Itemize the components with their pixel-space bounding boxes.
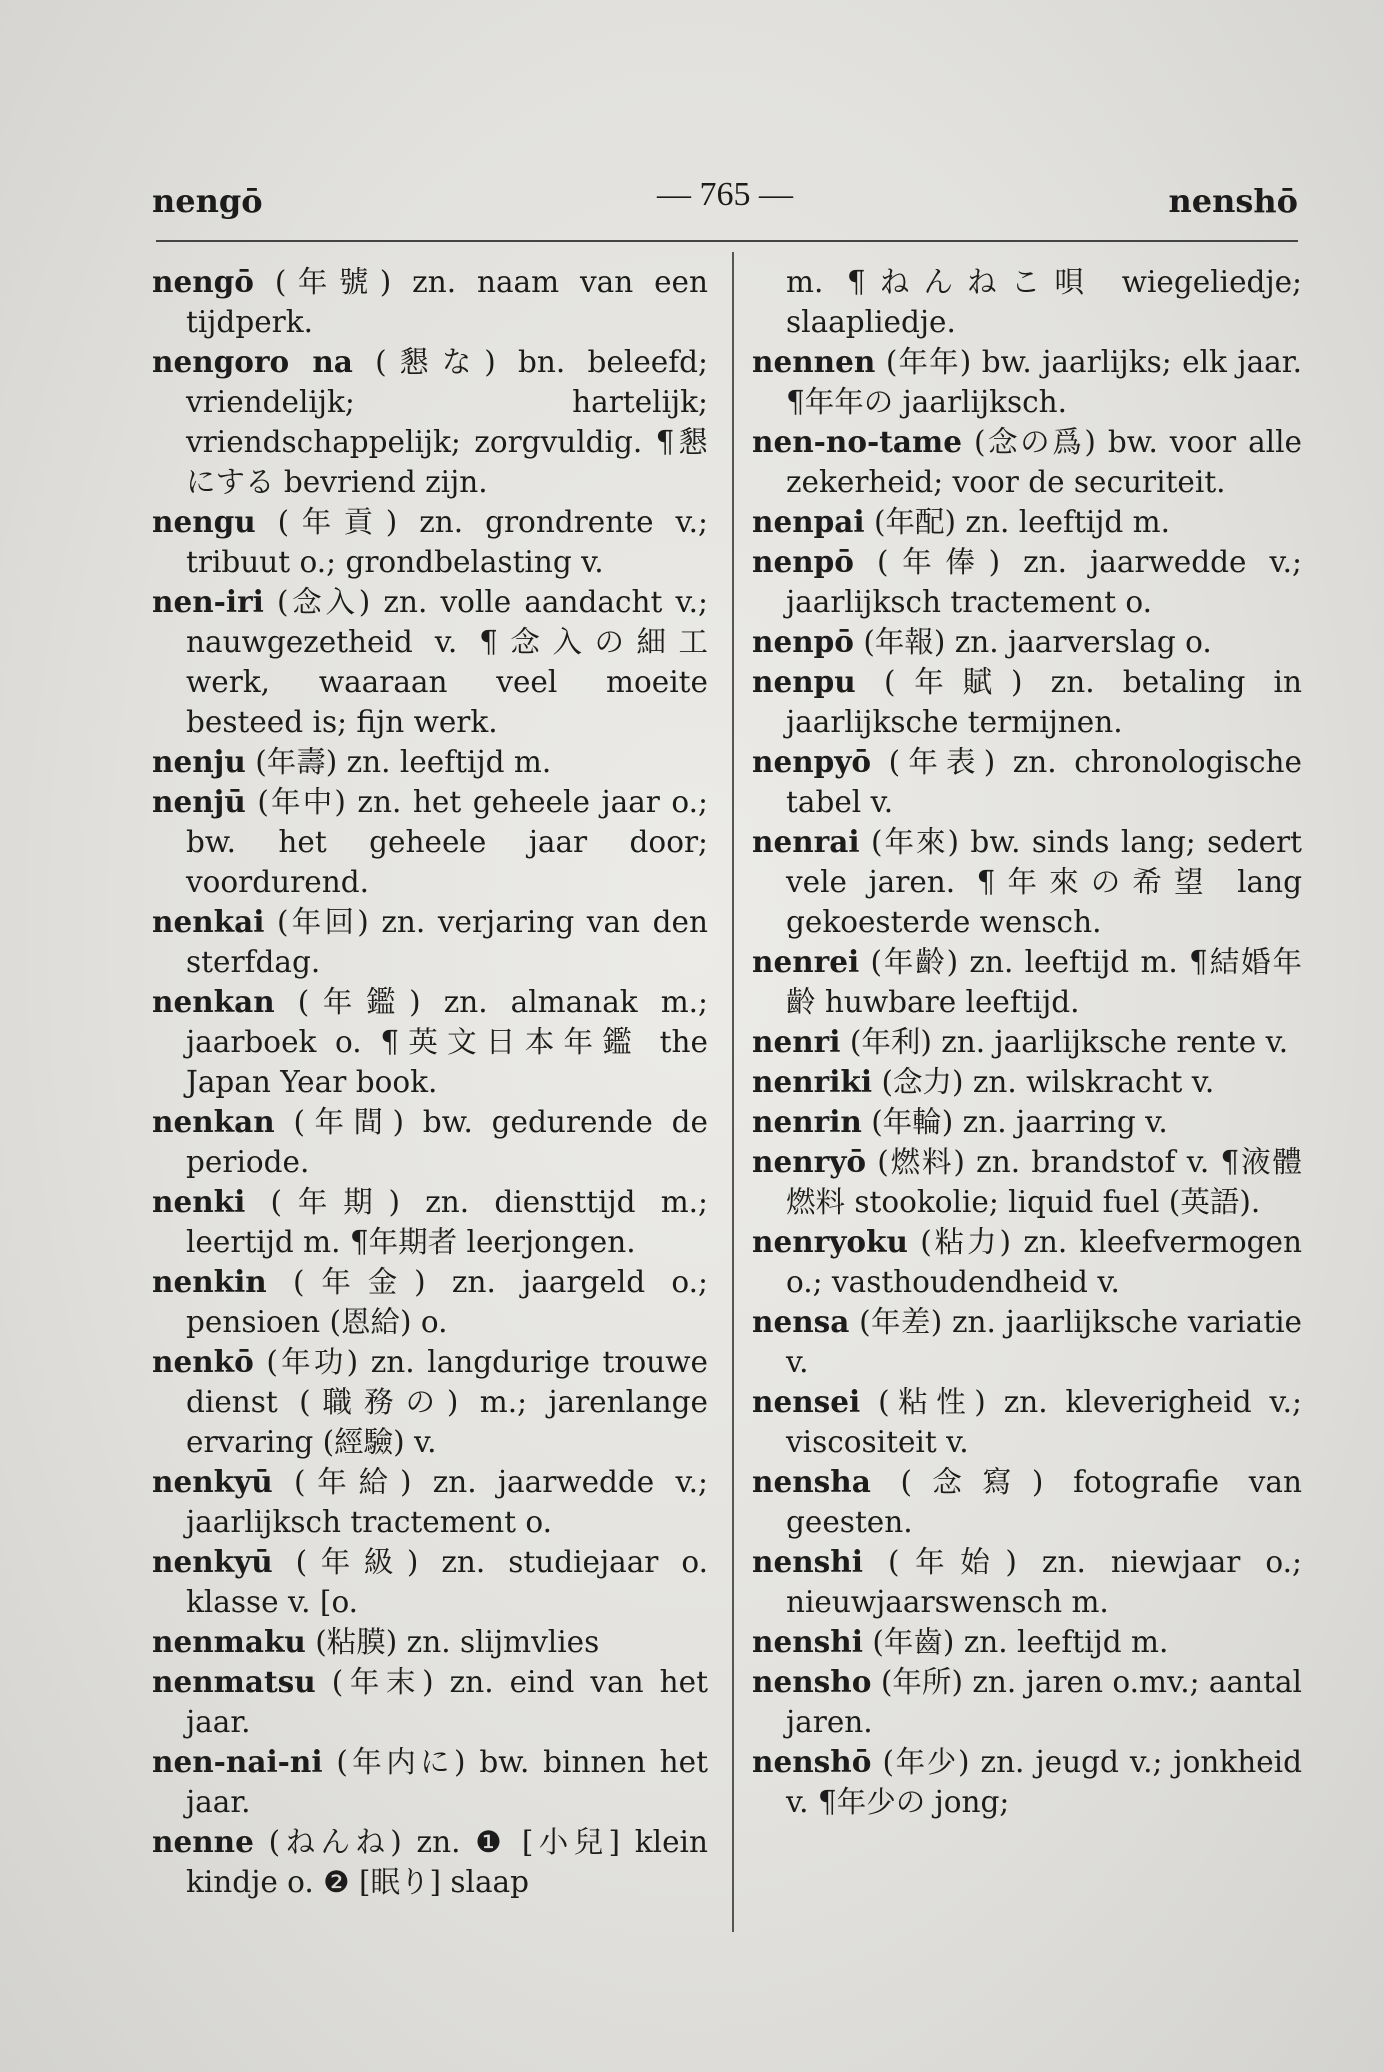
entry-headword: nensa bbox=[752, 1304, 850, 1339]
entry-headword: nenpyō bbox=[752, 744, 872, 779]
entry-headword: nen-nai-ni bbox=[152, 1744, 323, 1779]
entry-headword: nenjū bbox=[152, 784, 246, 819]
page-number: — 765 — bbox=[657, 176, 793, 213]
entry-definition: (年齒) zn. leeftijd m. bbox=[872, 1625, 1169, 1659]
entry-headword: nenkan bbox=[152, 984, 275, 1019]
entry-definition: (年貢) zn. grondrente v.; tribuut o.; grondbelasting v. bbox=[186, 505, 708, 579]
dictionary-entry bbox=[752, 1542, 1302, 1622]
entry-definition: m. ¶ねんねこ唄 wiegeliedje; slaapliedje. bbox=[786, 265, 1302, 339]
entry-definition: (念寫) fotografie van geesten. bbox=[786, 1465, 1302, 1539]
entry-headword: nenkin bbox=[152, 1264, 267, 1299]
header-left-guide-word: nengō bbox=[152, 182, 263, 220]
entry-headword: nenkai bbox=[152, 904, 265, 939]
dictionary-entry bbox=[752, 1622, 1302, 1662]
entry-definition: (年賦) zn. betaling in jaarlijksche termijnen. bbox=[786, 665, 1302, 739]
dictionary-entry bbox=[752, 1462, 1302, 1542]
dictionary-entry bbox=[152, 1542, 708, 1622]
dictionary-entry bbox=[152, 342, 708, 502]
dictionary-entry bbox=[152, 1262, 708, 1342]
entry-headword: nensha bbox=[752, 1464, 871, 1499]
entry-definition: (年少) zn. jeugd v.; jonkheid v. ¶年少の jong; bbox=[786, 1745, 1302, 1819]
entry-definition: (燃料) zn. brandstof v. ¶液體燃料 stookolie; liquid fuel (英語). bbox=[786, 1145, 1302, 1219]
dictionary-entry bbox=[752, 1222, 1302, 1302]
entry-headword: nengoro na bbox=[152, 344, 353, 379]
entry-definition: (年配) zn. leeftijd m. bbox=[874, 505, 1171, 539]
dictionary-entry bbox=[752, 942, 1302, 1022]
dictionary-entry bbox=[152, 1742, 708, 1822]
dictionary-entry bbox=[752, 502, 1302, 542]
entry-definition: (年輪) zn. jaarring v. bbox=[871, 1105, 1168, 1139]
entry-definition: (年間) bw. gedurende de periode. bbox=[186, 1105, 708, 1179]
entry-headword: nenpō bbox=[752, 624, 854, 659]
entry-definition: (年號) zn. naam van een tijdperk. bbox=[186, 265, 708, 339]
entry-headword: nenshi bbox=[752, 1544, 863, 1579]
dictionary-entry bbox=[752, 822, 1302, 942]
entry-headword: nenrin bbox=[752, 1104, 862, 1139]
entry-definition: (粘性) zn. kleverigheid v.; viscositeit v. bbox=[786, 1385, 1302, 1459]
entry-definition: (年級) zn. studiejaar o. klasse v. [o. bbox=[186, 1545, 708, 1619]
entry-definition: (年回) zn. verjaring van den sterfdag. bbox=[186, 905, 708, 979]
dictionary-entry bbox=[152, 1342, 708, 1462]
entry-definition: (懇な) bn. beleefd; vriendelijk; hartelijk; vriendschappelijk; zorgvuldig. ¶懇にする bevriend zijn. bbox=[186, 345, 708, 499]
entry-definition: (年利) zn. jaarlijksche rente v. bbox=[849, 1025, 1289, 1059]
entry-headword: nen-iri bbox=[152, 584, 264, 619]
entry-definition: (年俸) zn. jaarwedde v.; jaarlijksch tractement o. bbox=[786, 545, 1302, 619]
entry-definition: (念入) zn. volle aandacht v.; nauwgezetheid v. ¶念入の細工 werk, waaraan veel moeite besteed is; fijn werk. bbox=[186, 585, 708, 739]
column-divider bbox=[732, 252, 734, 1932]
entry-definition: (ねんね) zn. ❶ [小兒] klein kindje o. ❷ [眠り] slaap bbox=[186, 1825, 708, 1899]
dictionary-entry bbox=[752, 422, 1302, 502]
header-rule bbox=[156, 240, 1298, 242]
dictionary-entry bbox=[152, 1662, 708, 1742]
dictionary-entry bbox=[152, 902, 708, 982]
dictionary-entry bbox=[752, 1662, 1302, 1742]
entry-definition: (年鑑) zn. almanak m.; jaarboek o. ¶英文日本年鑑 the Japan Year book. bbox=[186, 985, 708, 1099]
entry-headword: nennen bbox=[752, 344, 876, 379]
entry-definition: (年齡) zn. leeftijd m. ¶結婚年齡 huwbare leeftijd. bbox=[786, 945, 1302, 1019]
entry-headword: nenkan bbox=[152, 1104, 275, 1139]
entry-definition: (年差) zn. jaarlijksche variatie v. bbox=[786, 1305, 1302, 1379]
dictionary-entry bbox=[752, 1302, 1302, 1382]
entry-headword: nenju bbox=[152, 744, 246, 779]
dictionary-entry bbox=[152, 502, 708, 582]
dictionary-entry bbox=[752, 342, 1302, 422]
entry-headword: nenriki bbox=[752, 1064, 873, 1099]
entry-headword: nengu bbox=[152, 504, 256, 539]
entry-definition: (年表) zn. chronologische tabel v. bbox=[786, 745, 1302, 819]
page-header bbox=[152, 176, 1298, 230]
entry-definition: (年壽) zn. leeftijd m. bbox=[255, 745, 552, 779]
entry-headword: nenkō bbox=[152, 1344, 254, 1379]
entry-headword: nenpō bbox=[752, 544, 854, 579]
dictionary-entry bbox=[152, 1102, 708, 1182]
entry-headword: nengō bbox=[152, 264, 254, 299]
entry-definition: (年期) zn. diensttijd m.; leertijd m. ¶年期者 leerjongen. bbox=[186, 1185, 708, 1259]
entry-headword: nenkyū bbox=[152, 1544, 273, 1579]
left-column bbox=[152, 262, 708, 1902]
entry-definition: (粘力) zn. kleefvermogen o.; vasthoudendheid v. bbox=[786, 1225, 1302, 1299]
entry-headword: nenrai bbox=[752, 824, 860, 859]
dictionary-entry bbox=[752, 1102, 1302, 1142]
dictionary-entry bbox=[752, 742, 1302, 822]
entry-headword: nensei bbox=[752, 1384, 861, 1419]
dictionary-entry bbox=[752, 1142, 1302, 1222]
dictionary-entry bbox=[752, 662, 1302, 742]
dictionary-entry bbox=[752, 1382, 1302, 1462]
dictionary-entry bbox=[752, 542, 1302, 622]
dictionary-entry bbox=[152, 1822, 708, 1902]
dictionary-entry bbox=[152, 1182, 708, 1262]
entry-definition: (年年) bw. jaarlijks; elk jaar. ¶年年の jaarlijksch. bbox=[786, 345, 1302, 419]
dictionary-entry bbox=[152, 1462, 708, 1542]
dictionary-entry bbox=[752, 1022, 1302, 1062]
entry-headword: nenki bbox=[152, 1184, 246, 1219]
entry-definition: (年末) zn. eind van het jaar. bbox=[186, 1665, 708, 1739]
entry-definition: (年所) zn. jaren o.mv.; aantal jaren. bbox=[786, 1665, 1302, 1739]
entry-definition: (年金) zn. jaargeld o.; pensioen (恩給) o. bbox=[186, 1265, 708, 1339]
dictionary-entry bbox=[152, 1622, 708, 1662]
dictionary-entry bbox=[152, 982, 708, 1102]
entry-definition: (年内に) bw. binnen het jaar. bbox=[186, 1745, 708, 1819]
dictionary-entry bbox=[152, 582, 708, 742]
dictionary-entry bbox=[152, 782, 708, 902]
entry-headword: nenryoku bbox=[752, 1224, 908, 1259]
entry-headword: nenkyū bbox=[152, 1464, 273, 1499]
dictionary-entry bbox=[752, 1062, 1302, 1102]
dictionary-entry-continuation bbox=[752, 262, 1302, 342]
entry-headword: nenmatsu bbox=[152, 1664, 316, 1699]
entry-definition: (年給) zn. jaarwedde v.; jaarlijksch tractement o. bbox=[186, 1465, 708, 1539]
entry-headword: nenri bbox=[752, 1024, 841, 1059]
entry-headword: nenpai bbox=[752, 504, 865, 539]
entry-definition: (年來) bw. sinds lang; sedert vele jaren. ¶年來の希望 lang gekoesterde wensch. bbox=[786, 825, 1302, 939]
header-right-guide-word: nenshō bbox=[1168, 182, 1298, 220]
entry-headword: nenpu bbox=[752, 664, 856, 699]
dictionary-entry bbox=[752, 1742, 1302, 1822]
dictionary-entry bbox=[152, 262, 708, 342]
dictionary-entry bbox=[152, 742, 708, 782]
entry-definition: (年功) zn. langdurige trouwe dienst (職務の) m.; jarenlange ervaring (經驗) v. bbox=[186, 1345, 708, 1459]
entry-headword: nenne bbox=[152, 1824, 254, 1859]
entry-headword: nenshi bbox=[752, 1624, 863, 1659]
entry-headword: nenshō bbox=[752, 1744, 872, 1779]
entry-headword: nenryō bbox=[752, 1144, 867, 1179]
entry-headword: nenmaku bbox=[152, 1624, 306, 1659]
entry-definition: (年報) zn. jaarverslag o. bbox=[863, 625, 1212, 659]
entry-headword: nensho bbox=[752, 1664, 872, 1699]
entry-headword: nen-no-tame bbox=[752, 424, 963, 459]
right-column bbox=[752, 262, 1302, 1822]
entry-definition: (念の爲) bw. voor alle zekerheid; voor de securiteit. bbox=[786, 425, 1302, 499]
entry-definition: (念力) zn. wilskracht v. bbox=[881, 1065, 1215, 1099]
dictionary-entry bbox=[752, 622, 1302, 662]
entry-headword: nenrei bbox=[752, 944, 860, 979]
entry-definition: (粘膜) zn. slijmvlies bbox=[315, 1625, 600, 1659]
entry-definition: (年中) zn. het geheele jaar o.; bw. het geheele jaar door; voordurend. bbox=[186, 785, 708, 899]
entry-definition: (年始) zn. niewjaar o.; nieuwjaarswensch m. bbox=[786, 1545, 1302, 1619]
